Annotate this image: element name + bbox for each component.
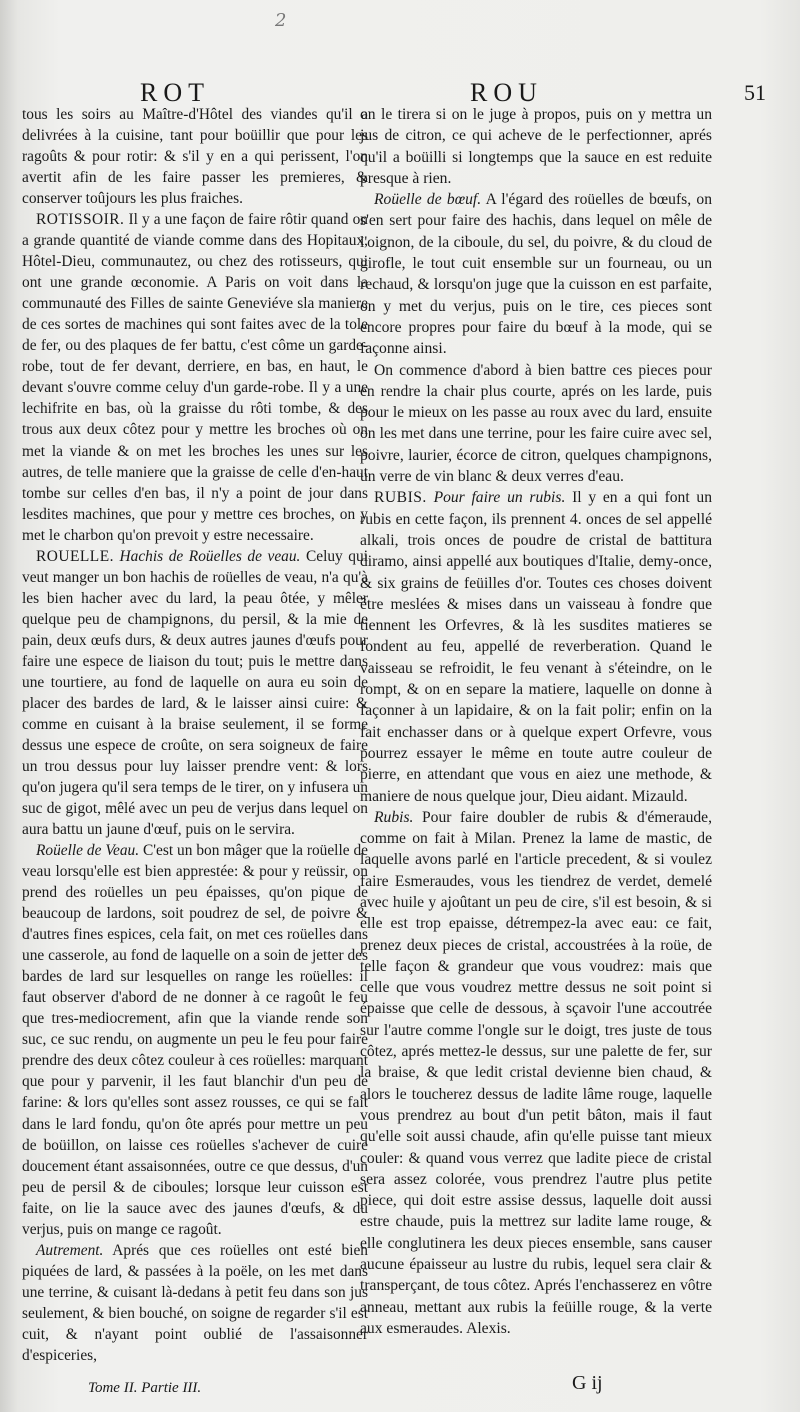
entry-text: on le tirera si on le juge à propos, puis on y mettra un jus de citron, ce qui acheve de le perfectionner, aprés qu'il a boüilli si longtemps que la sauce en est reduite presque à rien. — [360, 106, 712, 187]
entry-headword: RUBIS. — [374, 489, 427, 507]
entry-text: Pour faire doubler de rubis & d'émeraude, comme on fait à Milan. Prenez la lame de mastic, de laquelle avons parlé en l'article precedent, & si voulez faire Esmeraudes, vous les tiendrez de verdet, demelé avec huile y ajoûtant un peu de cire, s'il est besoin, & si elle est trop epaisse, détrempez-la avec eau: ce fait, prenez deux pieces de cristal, accoustrées à la roüe, de telle façon & grandeur que vous voudrez: mais que celle que vous voudrez mettre dessus ne soit point si épaisse que celle de dessous, à sçavoir l'une accoutrée sur l'autre comme l'ongle sur le doigt, tres juste de tous côtez, aprés mettez-le dessus, sur une palette de fer, sur la braise, & que ledit cristal devienne bien chaud, & alors le toucherez dessus de ladite lâme rouge, laquelle vous prendrez au bout d'un petit bâton, mais il faut qu'elle soit aussi chaude, afin qu'elle puisse tant mieux couler: & quand vous verrez que ladite piece de cristal sera assez colorée, vous prendrez l'autre plus petite piece, qui doit estre assise dessus, laquelle doit aussi estre chaude, puis la mettrez sur ladite lame rouge, & elle conglutinera les deux pieces ensemble, sans causer aucune épaisseur au lustre du rubis, lequel sera clair & transperçant, de tous côtez. Aprés l'enchasserez en vôtre anneau, mettant aux rubis la feüille rouge, & la verte aux esmeraudes. Alexis. — [360, 808, 712, 1337]
entry-paragraph — [22, 209, 368, 546]
entry-text: A l'égard des roüelles de bœufs, on s'en sert pour faire des hachis, dans lequel on mêle de l'oignon, de la ciboule, du sel, du poivre, & du cloud de girofle, le tout cuit ensemble sur un fourneau, ou un rechaud, & lorsqu'on juge que la cuisson en est parfaite, on y met du verjus, puis on le tire, ces pieces sont encore propres pour faire du bœuf à la mode, qui se façonne ainsi. — [360, 191, 712, 358]
entry-paragraph — [360, 360, 712, 488]
entry-headword: ROUELLE. — [36, 547, 114, 565]
entry-subheading: Hachis de Roüelles de veau. — [119, 547, 301, 565]
entry-text: C'est un bon mâger que la roüelle de veau lorsqu'elle est bien apprestée: & pour y reüssir, on prend des roüelles un peu épaisses, qu'on pique de beaucoup de lardons, soit poudrez de sel, de poivre & d'autres fines espices, cela fait, on met ces roüelles dans une casserole, au fond de laquelle on a soin de jetter des bardes de lard sur lesquelles on range les roüelles: il faut observer d'abord de ne donner à ce ragoût le feu que tres-mediocrement, afin que la viande rende son suc, ce suc rendu, on augmente un peu le feu pour faire prendre des deux côtez couleur à ces roüelles: marquant que pour y parvenir, il les faut blanchir d'un peu de farine: & lors qu'elles sont assez rousses, ce qui se fait dans le lard fondu, qu'on ôte aprés pour mettre un peu de boüillon, on laisse ces roüelles s'achever de cuire doucement étant assaisonnées, outre ce que dessus, d'un peu de persil & de ciboules; lorsque leur cuisson est faite, on lie la sauce avec des jaunes d'œufs, & du verjus, puis on mange ce ragoût. — [22, 842, 368, 1238]
entry-subheading: Roüelle de bœuf. — [374, 191, 482, 209]
entry-subheading: Autrement. — [36, 1241, 104, 1259]
entry-paragraph — [360, 807, 712, 1339]
entry-text: Celuy qui veut manger un bon hachis de roüelles de veau, n'a qu'à les bien hacher avec du lard, la peau ôtée, y mêler quelque peu de champignons, du persil, & la mie de pain, deux œufs durs, & deux autres jaunes d'œufs pour faire une espece de liaison du tout; puis le mettre dans une tourtiere, au fond de laquelle on aura eu soin de placer des bardes de lard, & le laisser ainsi cuire: & comme en cuisant à la braise seulement, il se forme dessus une espece de croûte, on sera soigneux de faire un trou dessus pour luy laisser prendre vent: & lors qu'on jugera qu'il sera temps de le tirer, on y infusera un suc de gigot, mêlé avec un peu de verjus dans lequel on aura battu un jaune d'œuf, puis on le servira. — [22, 547, 368, 839]
volume-note: Tome II. Partie III. — [88, 1380, 202, 1396]
continued-paragraph — [22, 104, 368, 209]
entry-paragraph — [22, 546, 368, 840]
running-head-right: ROU — [470, 78, 543, 107]
entry-text: On commence d'abord à bien battre ces pieces pour en rendre la chair plus courte, aprés on les larde, puis pour le mieux on les passe au roux avec du lard, ensuite on les met dans une terrine, pour les faire cuire avec sel, poivre, laurier, écorce de citron, quelques champignons, un verre de vin blanc & deux verres d'eau. — [360, 361, 712, 486]
entry-paragraph — [360, 189, 712, 359]
entry-headword: ROTISSOIR. — [36, 211, 125, 229]
entry-paragraph — [22, 840, 368, 1240]
entry-paragraph — [22, 1240, 368, 1366]
left-column — [22, 104, 368, 1366]
entry-text: Aprés que ces roüelles ont esté bien piquées de lard, & passées à la poële, on les met dans une terrine, & cuisant là-dedans à petit feu dans son jus seulement, & bien bouché, on soigne de regarder s'il est cuit, & n'ayant point oublié de l'assaisonner d'espiceries, — [22, 1241, 369, 1364]
right-column — [360, 104, 712, 1339]
page-number: 51 — [744, 80, 766, 105]
entry-text: Il y a une façon de faire rôtir quand on a grande quantité de viande comme dans des Hopitaux, Hôtel-Dieu, communautez, ou chez des rotisseurs, qui ont une grande œconomie. A Paris on voit dans la communauté des Filles de sainte Geneviéve sla maniere de ces sortes de machines qui sont faites avec de la tole de fer, ou des plaques de fer battu, c'est côme un garde-robe, tout de fer devant, derriere, en bas, en haut, le devant s'ouvre comme celuy d'un garde-robe. Il y a une lechifrite en bas, où la graisse du rôti tombe, & des trous aux deux côtez pour y mettre les broches où on met la viande & on met les broches les unes sur les autres, de telle maniere que la graisse de celle d'en-haut tombe sur celles d'en bas, il n'y a point de jour dans lesdites machines, que pour y mettre ces broches, on y met le charbon qu'on prevoit y estre necessaire. — [22, 211, 368, 544]
entry-paragraph — [360, 487, 712, 806]
entry-subheading: Pour faire un rubis. — [433, 489, 566, 507]
entry-text: Il y en a qui font un rubis en cette façon, ils prennent 4. onces de sel appellé alkali, trois onces de poudre de cristal de battitura diramo, ainsi appellé aux boutiques d'Italie, demy-once, & six grains de feüilles d'or. Toutes ces choses doivent être meslées & mises dans un vaisseau à fondre que tiennent les Orfevres, & là les susdites matieres se fondent au feu, appellé de reverberation. Quand le vaisseau se refroidit, le feu venant à s'éteindre, on le rompt, & on en separe la matiere, laquelle on donne à façonner à un lapidaire, & on la fait polir; enfin on la fait enchasser dans or à quelque expert Orfevre, vous pourrez essayer le même en toute autre couleur de pierre, en attendant que vous en aiez une methode, & maniere de nous quelque jour, Dieu aidant. Mizauld. — [360, 489, 713, 805]
continued-paragraph — [360, 104, 712, 189]
page-mark: 2 — [275, 10, 287, 31]
entry-text: tous les soirs au Maître-d'Hôtel des viandes qu'il a delivrées à la cuisine, tant pour boüillir que pour les ragoûts & pour rotir: & s'il y en a qui perissent, l'on avertit afin de les faire passer les premieres, & conserver toûjours les plus fraiches. — [22, 106, 368, 208]
entry-subheading: Roüelle de Veau. — [36, 842, 140, 860]
entry-subheading: Rubis. — [374, 808, 414, 826]
signature-mark: G ij — [572, 1372, 603, 1394]
running-head-left: ROT — [140, 78, 210, 107]
